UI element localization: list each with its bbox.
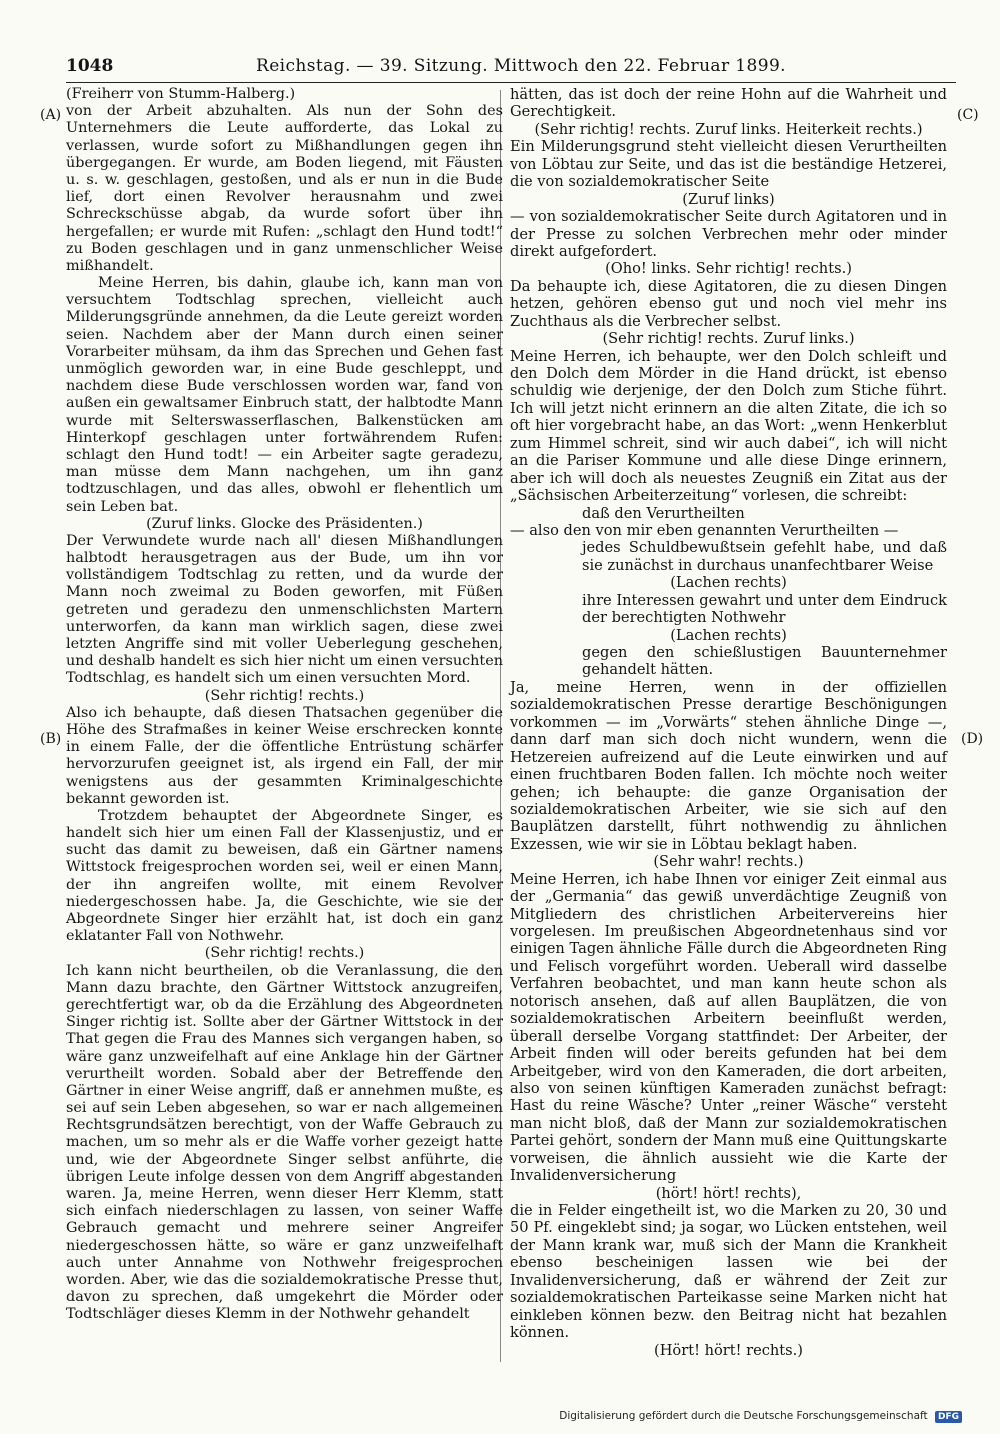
paragraph: — also den von mir eben genannten Verurtheilten — bbox=[510, 521, 899, 539]
interjection: (Zuruf links) bbox=[682, 190, 775, 208]
paragraph: Meine Herren, ich behaupte, wer den Dolch schleift und den Dolch dem Mörder in die Hand drückt, ist ebenso schuldig wie derjenige, der den Dolch zum Stiche führt. Ich will jetzt nicht erinnern an die alten Zitate, die ich so oft hier vorgebracht habe, an das Wort: „wenn Henkerblut zum Himmel schreit, sind wir auch dabei“, ich will nicht an die Pariser Kommune und alle diese Dinge erinnern, aber ich will doch als neuestes Zeugniß ein Zitat aus der „Sächsischen Arbeiterzeitung“ vorlesen, die schreibt: bbox=[510, 347, 947, 505]
quotation: gegen den schießlustigen Bauunternehmer gehandelt hätten. bbox=[582, 644, 947, 679]
paragraph: Trotzdem behauptet der Abgeordnete Singer, es handelt sich hier um einen Fall der Klassenjustiz, und er sucht das damit zu beweisen, daß ein Gärtner namens Wittstock freigesprochen worden sei, weil er einen Mann, der ihn angreifen wollte, mit einem Revolver niedergeschossen habe. Ja, die Geschichte, wie sie der Abgeordnete Singer hier erzählt hat, ist doch ein ganz eklatanter Fall von Nothwehr. bbox=[66, 807, 503, 945]
interjection: (Sehr richtig! rechts.) bbox=[204, 687, 365, 704]
page-number: 1048 bbox=[66, 56, 114, 76]
paragraph: von der Arbeit abzuhalten. Als nun der Sohn des Unternehmers die Leute aufforderte, das Lokal zu verlassen, wurde sofort zu Mißhandlungen gegen ihn übergegangen. Er wurde, am Boden liegend, mit Fäusten u. s. w. geschlagen, gestoßen, und als er nun in die Bude lief, dort einen Revolver herausnahm und zwei Schreckschüsse abgab, da wurde sofort über ihn hergefallen; er wurde mit Rufen: „schlagt den Hund todt!“ zu Boden geschlagen und in ganz unmenschlicher Weise mißhandelt. bbox=[66, 103, 503, 274]
paragraph: Ein Milderungsgrund steht vielleicht diesen Verurtheilten von Löbtau zur Seite, und das ist die beständige Hetzerei, die von sozialdemokratischer Seite bbox=[510, 138, 947, 191]
interjection: (Sehr richtig! rechts. Zuruf links. Heiterkeit rechts.) bbox=[534, 120, 923, 138]
paragraph: Da behaupte ich, diese Agitatoren, die zu diesen Dingen hetzen, gehören ebenso gut und noch viel mehr ins Zuchthaus als die Verbrecher selbst. bbox=[510, 277, 947, 330]
interjection: (hört! hört! rechts), bbox=[655, 1184, 802, 1202]
interjection: (Sehr richtig! rechts.) bbox=[204, 945, 365, 962]
paragraph: die in Felder eingetheilt ist, wo die Marken zu 20, 30 und 50 Pf. eingeklebt sind; ja sogar, wo Lücken entstehen, weil der Mann krank war, muß sich der Mann die Krankheit ebenso bescheinigen lassen wie bei der Invalidenversicherung, daß er während der Zeit zur sozialdemokratischen Parteikasse seine Marken nicht hat einkleben können bezw. den Beitrag nicht hat bezahlen können. bbox=[510, 1202, 947, 1342]
interjection: (Lachen rechts) bbox=[670, 574, 787, 592]
margin-marker-a: (A) bbox=[40, 107, 62, 123]
quotation: jedes Schuldbewußtsein gefehlt habe, und daß sie zunächst in durchaus unanfechtbarer Weise bbox=[582, 539, 947, 574]
margin-marker-d: (D) bbox=[961, 731, 984, 747]
footer-text: Digitalisierung gefördert durch die Deutsche Forschungsgemeinschaft bbox=[559, 1410, 928, 1422]
right-column bbox=[510, 86, 947, 1359]
interjection: (Sehr wahr! rechts.) bbox=[653, 853, 804, 871]
page-header bbox=[66, 54, 956, 83]
interjection: (Oho! links. Sehr richtig! rechts.) bbox=[605, 260, 852, 278]
paragraph: Ja, meine Herren, wenn in der offiziellen sozialdemokratischen Presse derartige Beschönigungen vorkommen — im „Vorwärts“ stehen ähnliche Dinge —, dann darf man sich doch nicht wundern, wenn die Hetzereien aufreizend auf die Leute einwirken und auf einen fruchtbaren Boden fallen. Ich möchte noch weiter gehen; ich behaupte: die ganze Organisation der sozialdemokratischen Arbeiter, wie sie sich auf den Bauplätzen darstellt, führt nothwendig zu ähnlichen Exzessen, wie wir sie in Löbtau beklagt haben. bbox=[510, 678, 947, 853]
page-title: Reichstag. — 39. Sitzung. Mittwoch den 22. Februar 1899. bbox=[256, 56, 786, 76]
paragraph: — von sozialdemokratischer Seite durch Agitatoren und in der Presse zu solchen Verbrechen mehr oder minder direkt aufgefordert. bbox=[510, 208, 947, 260]
paragraph: Ich kann nicht beurtheilen, ob die Veranlassung, die den Mann dazu brachte, den Gärtner Wittstock anzugreifen, gerechtfertigt war, ob da die Erzählung des Abgeordneten Singer richtig ist. Sollte aber der Gärtner Wittstock in der That gegen die Frau des Mannes sich vergangen haben, so wäre ganz unzweifelhaft auf eine Anklage hin der Gärtner verurtheilt worden. Sobald aber der Betreffende den Gärtner in einer Weise angriff, daß er annehmen mußte, es sei auf sein Leben abgesehen, so war er nach allgemeinen Rechtsgrundsätzen berechtigt, von der Waffe Gebrauch zu machen, um so mehr als er die Waffe vorher gezeigt hatte und, wie der Abgeordnete Singer selbst anführte, die übrigen Leute infolge dessen von dem Angriff abgestanden waren. Ja, meine Herren, wenn dieser Herr Klemm, statt sich einfach niederschlagen zu lassen, von seiner Waffe Gebrauch gemacht und mehrere seiner Angreifer niedergeschossen hätte, so wäre er ganz unzweifelhaft auch unter Annahme von Nothwehr freigesprochen worden. Aber, wie das die sozialdemokratische Presse thut, davon zu sprechen, daß umgekehrt die Mörder oder Todtschläger dieses Klemm in der Nothwehr gehandelt bbox=[66, 962, 503, 1323]
paragraph: Der Verwundete wurde nach all' diesen Mißhandlungen halbtodt herausgetragen aus der Bude, um ihn vor vollständigem Todtschlag zu retten, und da wurde der Mann noch zweimal zu Boden geworfen, mit Füßen getreten und geradezu den unmenschlichsten Martern unterworfen, da kann man wirklich sagen, diese zwei letzten Angriffe sind mit voller Ueberlegung geschehen, und deshalb handelt es sich hier nicht um einen versuchten Todtschlag, es handelt sich um einen versuchten Mord. bbox=[66, 532, 503, 687]
dfg-logo: DFG bbox=[935, 1411, 962, 1423]
quotation: daß den Verurtheilten bbox=[582, 504, 745, 522]
paragraph: Meine Herren, ich habe Ihnen vor einiger Zeit einmal aus der „Germania“ das gewiß unverdächtige Zeugniß von Mitgliedern des christlichen Arbeitervereins hier vorgelesen. Im preußischen Abgeordnetenhaus sind vor einigen Tagen ähnliche Fälle durch die Abgeordneten Ring und Felisch vorgeführt worden. Ueberall wird dasselbe Verfahren beobachtet, und man kann heute schon als notorisch ansehen, daß auf allen Bauplätzen, die von sozialdemokratischen Arbeitern beeinflußt werden, überall derselbe Vorgang stattfindet: Der Arbeiter, der Arbeit finden will oder bereits gefunden hat bei dem Arbeitgeber, wird von den Kameraden, die dort arbeiten, also von seinen künftigen Kameraden zunächst befragt: Hast du reine Wäsche? Unter „reiner Wäsche“ versteht man nicht bloß, daß der Mann zur sozialdemokratischen Partei gehört, sondern der Mann muß eine Quittungskarte vorweisen, die ähnlich aussieht wie die Karte der Invalidenversicherung bbox=[510, 870, 947, 1185]
margin-marker-c: (C) bbox=[957, 107, 979, 123]
interjection: (Hört! hört! rechts.) bbox=[654, 1341, 803, 1359]
interjection: (Lachen rechts) bbox=[670, 626, 787, 644]
interjection: (Sehr richtig! rechts. Zuruf links.) bbox=[602, 330, 855, 348]
interjection: (Zuruf links. Glocke des Präsidenten.) bbox=[146, 515, 423, 532]
footer bbox=[559, 1410, 962, 1423]
left-column bbox=[66, 86, 503, 1324]
quotation: ihre Interessen gewahrt und unter dem Eindruck der berechtigten Nothwehr bbox=[582, 591, 947, 627]
paragraph: hätten, das ist doch der reine Hohn auf die Wahrheit und Gerechtigkeit. bbox=[510, 86, 947, 121]
margin-marker-b: (B) bbox=[40, 731, 62, 747]
paragraph: Meine Herren, bis dahin, glaube ich, kann man von versuchtem Todtschlag sprechen, vielleicht auch Milderungsgründe annehmen, da die Leute gereizt worden seien. Nachdem aber der Mann durch einen seiner Vorarbeiter mühsam, da ihm das Sprechen und Gehen fast unmöglich geworden war, in eine Bude geschleppt, und nachdem diese Bude verschlossen worden war, fand von außen ein gewaltsamer Einbruch statt, der halbtodte Mann wurde mit Selterswasserflaschen, Balkenstücken am Hinterkopf geschlagen unter fortwährendem Rufen: schlagt den Hund todt! — ein Arbeiter sagte geradezu, man müsse dem Mann nachgehen, um ihn ganz todtzuschlagen, und das alles, obwohl er flehentlich um sein Leben bat. bbox=[66, 275, 503, 515]
speaker-line: (Freiherr von Stumm-Halberg.) bbox=[66, 86, 296, 102]
paragraph: Also ich behaupte, daß diesen Thatsachen gegenüber die Höhe des Strafmaßes in keiner Weise erschrecken konnte in einem Falle, der die öffentliche Entrüstung schärfer hervorzurufen geeignet ist, als irgend ein Fall, der mir wenigstens aus der gesammten Kriminalgeschichte bekannt geworden ist. bbox=[66, 704, 503, 807]
